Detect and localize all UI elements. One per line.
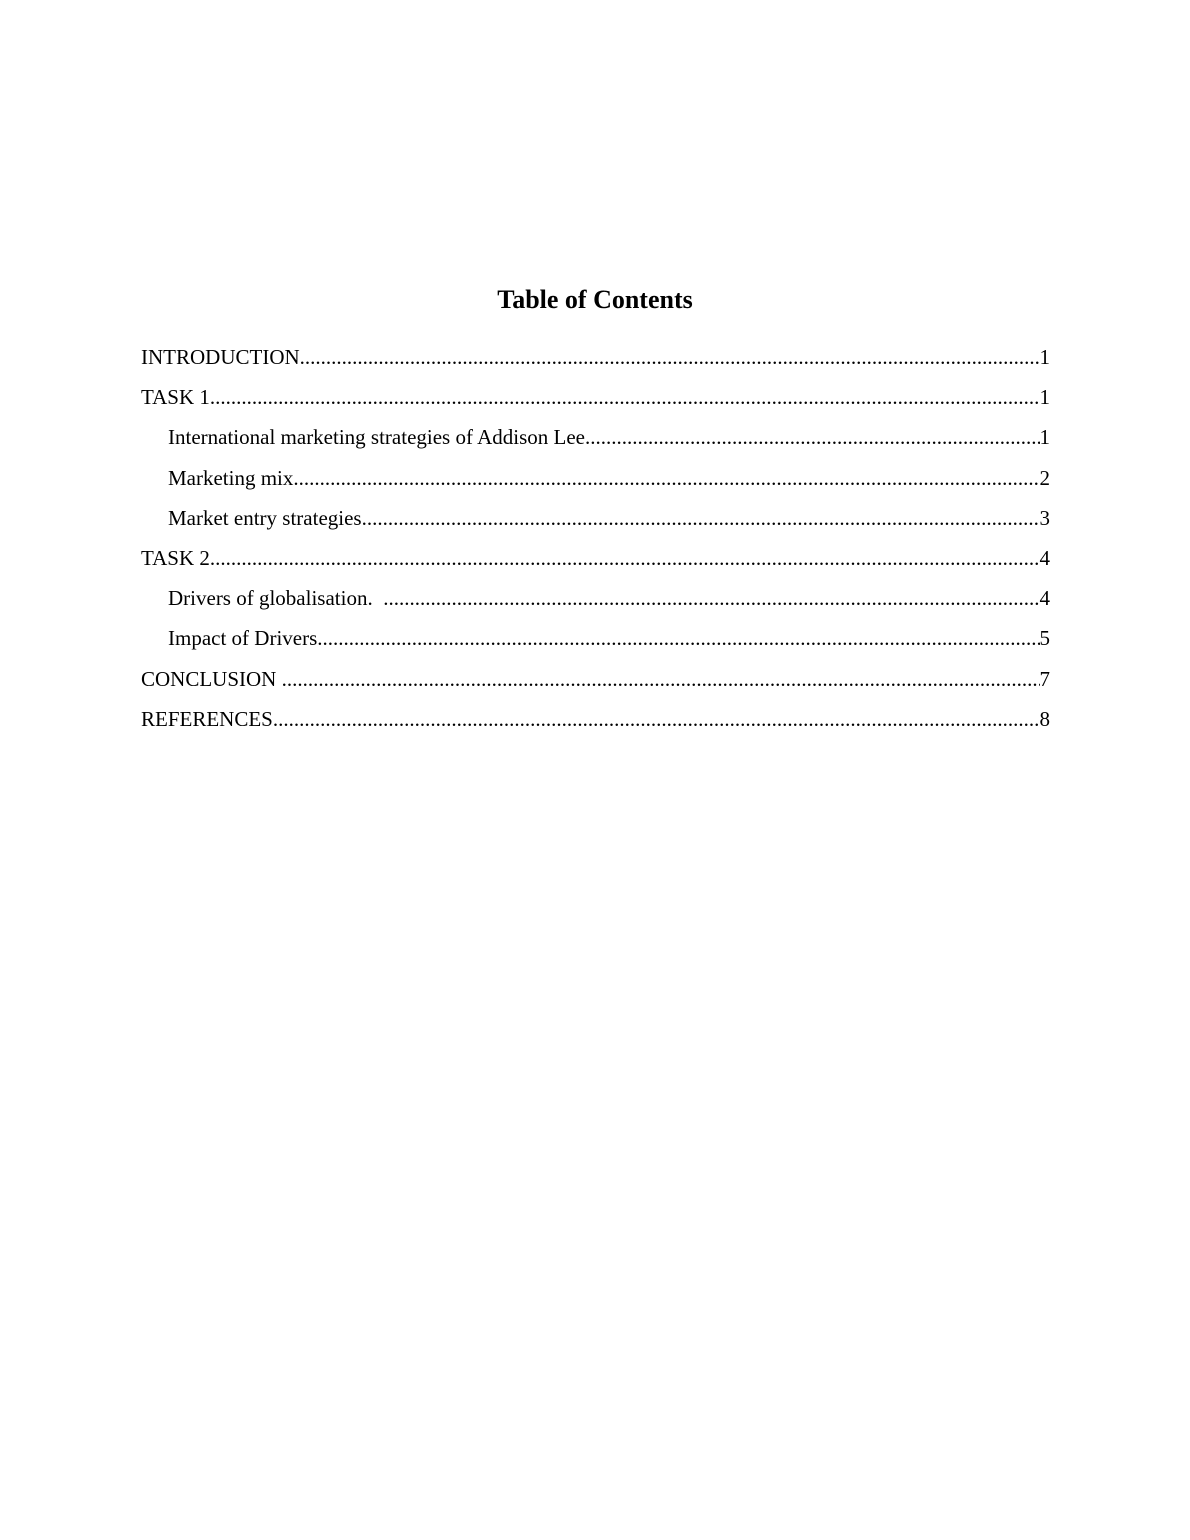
toc-entry-page: 4 [1039,586,1050,611]
toc-entry-label: Impact of Drivers [168,626,318,651]
toc-entry-label: REFERENCES [141,706,273,731]
toc-entry-references[interactable] [141,702,1050,742]
toc-entry-market-entry-strategies[interactable] [141,501,1050,541]
toc-entry-label: TASK 1 [141,385,210,410]
dot-leader [585,420,1040,454]
toc-entry-impact-of-drivers[interactable] [141,621,1050,661]
toc-entry-label: Market entry strategies [168,505,362,530]
dot-leader [282,662,1040,696]
toc-entry-page: 4 [1039,545,1050,570]
toc-entry-task-1[interactable] [141,380,1050,420]
toc-entry-label: TASK 2 [141,545,210,570]
toc-entry-introduction[interactable] [141,340,1050,380]
toc-list [141,340,1050,742]
toc-entry-label: Marketing mix [168,465,294,490]
toc-entry-marketing-mix[interactable] [141,461,1050,501]
dot-leader [210,380,1040,414]
toc-entry-international-marketing-strategies[interactable] [141,420,1050,460]
toc-entry-conclusion[interactable] [141,662,1050,702]
toc-entry-page: 8 [1039,706,1050,731]
toc-entry-page: 1 [1039,345,1050,369]
toc-heading: Table of Contents [497,285,693,314]
toc-entry-label: INTRODUCTION [141,345,300,369]
toc-entry-task-2[interactable] [141,541,1050,581]
toc-entry-label: Drivers of globalisation. [168,586,384,611]
toc-entry-page: 2 [1039,465,1050,490]
toc-entry-page: 1 [1039,425,1050,450]
toc-entry-label: CONCLUSION [141,666,282,691]
dot-leader [293,461,1039,495]
dot-leader [210,541,1040,575]
dot-leader [300,340,1040,374]
toc-entry-drivers-of-globalisation[interactable] [141,581,1050,621]
dot-leader [383,581,1039,615]
dot-leader [317,621,1039,655]
toc-entry-label: International marketing strategies of Addison Lee [168,425,585,450]
toc-entry-page: 7 [1039,666,1050,691]
dot-leader [273,702,1040,736]
toc-entry-page: 5 [1039,626,1050,651]
dot-leader [362,501,1040,535]
toc-entry-page: 1 [1039,385,1050,410]
toc-entry-page: 3 [1039,505,1050,530]
